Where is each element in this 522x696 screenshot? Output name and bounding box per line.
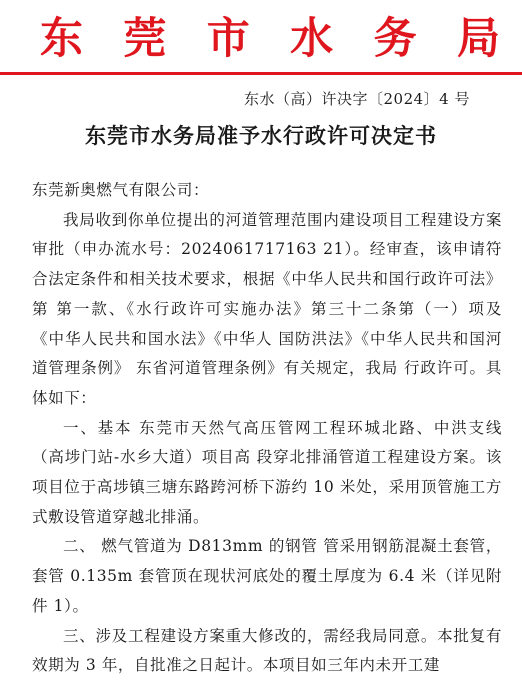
body-paragraph: 一、基本 东莞市天然气高压管网工程环城北路、中洪支线（高埗门站-水乡大道）项目高 段穿北排涌管道工程建设方案。该项目位于高埗镇三塘东路跨河桥下游约 10 米处，采用顶管施工方式敷设管道穿越北排涌。	[32, 418, 502, 526]
letterhead-char: 务	[373, 13, 417, 64]
body-paragraph: 三、涉及工程建设方案重大修改的，需经我局同意。本批复有效期为 3 年，自批准之日起计。本项目如三年内未开工建	[32, 626, 502, 675]
body-paragraph: 我局收到你单位提出的河道管理范围内建设项目工程建设方案审批（申办流水号：2024061717163 21）。经审查，该申请符合法定条件和相关技术要求，根据《中华人民共和国行政许可法》第 第一款、《水行政许可实施办法》第三十二条第（一）项及 《中华人民共和国水法》《中华人 国防洪法》《中华人民共和国河道管理条例》 东省河道管理条例》有关规定，我局 行政许可。具体如下：	[32, 210, 502, 407]
document-body	[32, 176, 502, 681]
addressee: 东莞新奥燃气有限公司：	[32, 181, 210, 199]
document-number: 东水（高）许决字〔2024〕4 号	[244, 90, 470, 108]
document-title: 东莞市水务局准予水行政许可决定书	[85, 123, 437, 148]
letterhead-char: 东	[40, 13, 83, 64]
body-paragraph: 二、 燃气管道为 D813mm 的钢管 管采用钢筋混凝土套管，套管 0.135m 套管顶在现状河底处的覆土厚度为 6.4 米（详见附件 1）。	[32, 537, 502, 615]
letterhead-char: 局	[456, 13, 500, 64]
issuer-letterhead	[0, 6, 522, 72]
red-divider	[0, 72, 522, 75]
letterhead-char: 市	[206, 13, 250, 64]
letterhead-char: 水	[290, 13, 334, 64]
letterhead-char: 莞	[123, 13, 167, 64]
